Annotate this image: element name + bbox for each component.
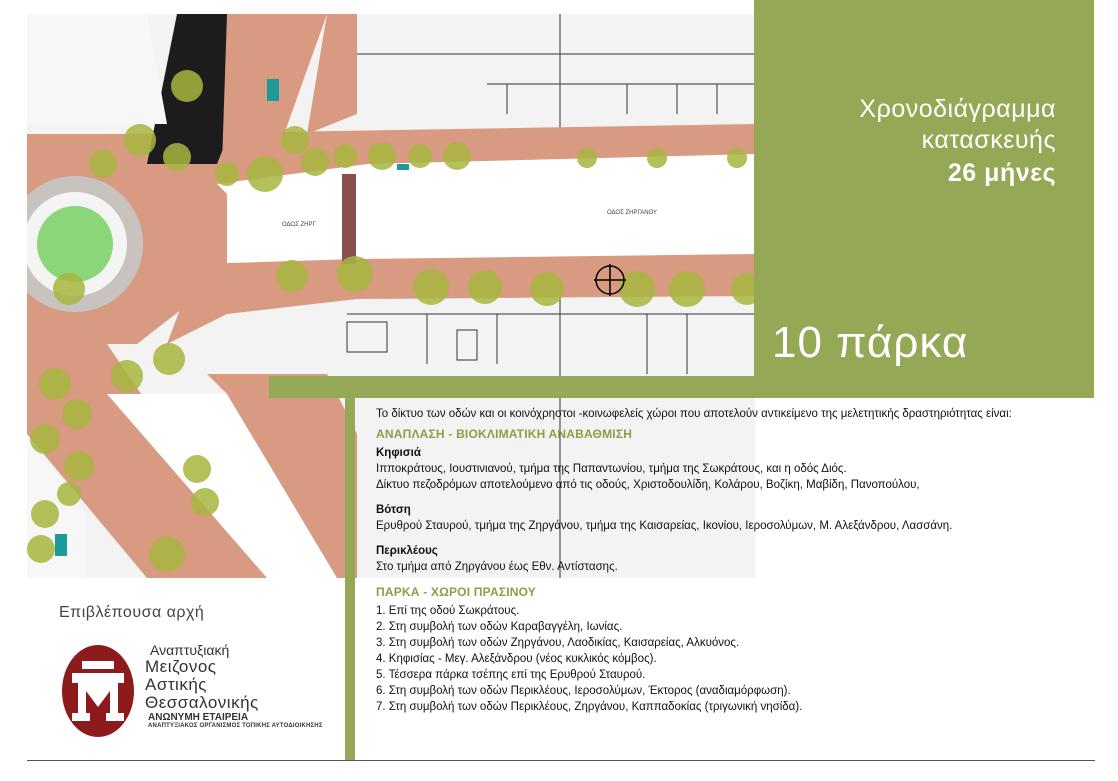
area-kifisia bbox=[376, 445, 1096, 493]
schedule-label-line2: κατασκευής bbox=[921, 126, 1056, 154]
list-item: 2. Στη συμβολή των οδών Καραβαγγέλη, Ιωνίας. bbox=[376, 621, 623, 633]
schedule-label-line1: Χρονοδιάγραμμα bbox=[859, 95, 1056, 123]
org-line1: Αναπτυξιακή bbox=[150, 642, 230, 658]
area-perikleous bbox=[376, 543, 1096, 575]
area-line: Ερυθρού Σταυρού, τμήμα της Ζηργάνου, τμήμα της Καισαρείας, Ικονίου, Ιεροσολύμων, Μ. Αλεξάνδρου, Λασσάνη. bbox=[376, 520, 953, 532]
green-side-strip bbox=[345, 398, 355, 760]
org-type: ΑΝΩΝΥΜΗ ΕΤΑΙΡΕΙΑ bbox=[148, 712, 249, 723]
authority-organization bbox=[145, 642, 323, 729]
schedule-block bbox=[859, 94, 1056, 189]
list-item: 7. Στη συμβολή των οδών Περικλέους, Ζηργάνου, Καππαδοκίας (τριγωνική νησίδα). bbox=[376, 701, 803, 713]
list-item: 3. Στη συμβολή των οδών Ζηργάνου, Λαοδικίας, Καισαρείας, Αλκυόνος. bbox=[376, 637, 740, 649]
list-item: 5. Τέσσερα πάρκα τσέπης επί της Ερυθρού Σταυρού. bbox=[376, 669, 646, 681]
area-line: Στο τμήμα από Ζηργάνου έως Εθν. Αντίστασης. bbox=[376, 561, 618, 573]
list-item: 6. Στη συμβολή των οδών Περικλέους, Ιεροσολύμων, Έκτορος (αναδιαμόρφωση). bbox=[376, 685, 791, 697]
authority-logo-icon bbox=[62, 643, 140, 739]
header-panel bbox=[754, 0, 1094, 398]
green-divider-bar bbox=[269, 376, 1094, 398]
org-line3: Αστικής bbox=[145, 675, 207, 694]
section-title-redevelopment: ΑΝΑΠΛΑΣΗ - ΒΙΟΚΛΙΜΑΤΙΚΗ ΑΝΑΒΑΘΜΙΣΗ bbox=[376, 427, 633, 441]
area-title: Περικλέους bbox=[376, 545, 438, 557]
parks-count: 10 πάρκα bbox=[772, 318, 969, 367]
section-title-parks: ΠΑΡΚΑ - ΧΩΡΟΙ ΠΡΑΣΙΝΟΥ bbox=[376, 585, 537, 599]
list-item: 1. Επί της οδού Σωκράτους. bbox=[376, 605, 520, 617]
intro-text: Το δίκτυο των οδών και οι κοινόχρηστοι -κοινωφελείς χώροι που αποτελούν αντικείμενο της μελετητικής δραστηριότητας είναι: bbox=[376, 408, 1012, 420]
area-votsi bbox=[376, 502, 1096, 534]
list-item: 4. Κηφισίας - Μεγ. Αλεξάνδρου (νέος κυκλικός κόμβος). bbox=[376, 653, 657, 665]
area-title: Βότση bbox=[376, 504, 411, 516]
org-line2: Μειζονος bbox=[145, 657, 217, 676]
street-label-small: ΟΔΟΣ ΖΗΡΓ bbox=[282, 222, 316, 228]
parks-list bbox=[376, 603, 1096, 715]
street-label: ΟΔΟΣ ΖΗΡΓΑΝΟΥ bbox=[607, 210, 658, 216]
org-description: ΑΝΑΠΤΥΞΙΑΚΟΣ ΟΡΓΑΝΙΣΜΟΣ ΤΟΠΙΚΗΣ ΑΥΤΟΔΙΟΙΚΗΣΗΣ bbox=[148, 723, 323, 729]
authority-label: Επιβλέπουσα αρχή bbox=[59, 604, 205, 621]
area-line: Δίκτυο πεζοδρόμων αποτελούμενο από τις οδούς, Χριστοδουλίδη, Κολάρου, Βοζίκη, Μαβίδη, Πανοπούλου, bbox=[376, 479, 920, 491]
org-line4: Θεσσαλονικής bbox=[145, 693, 259, 712]
area-line: Ιπποκράτους, Ιουστινιανού, τμήμα της Παπαντωνίου, τμήμα της Σωκράτους, και η οδός Διός. bbox=[376, 463, 847, 475]
area-title: Κηφισιά bbox=[376, 447, 421, 459]
schedule-duration: 26 μήνες bbox=[947, 159, 1056, 187]
bottom-rule bbox=[27, 760, 1095, 761]
project-description bbox=[376, 406, 1096, 715]
